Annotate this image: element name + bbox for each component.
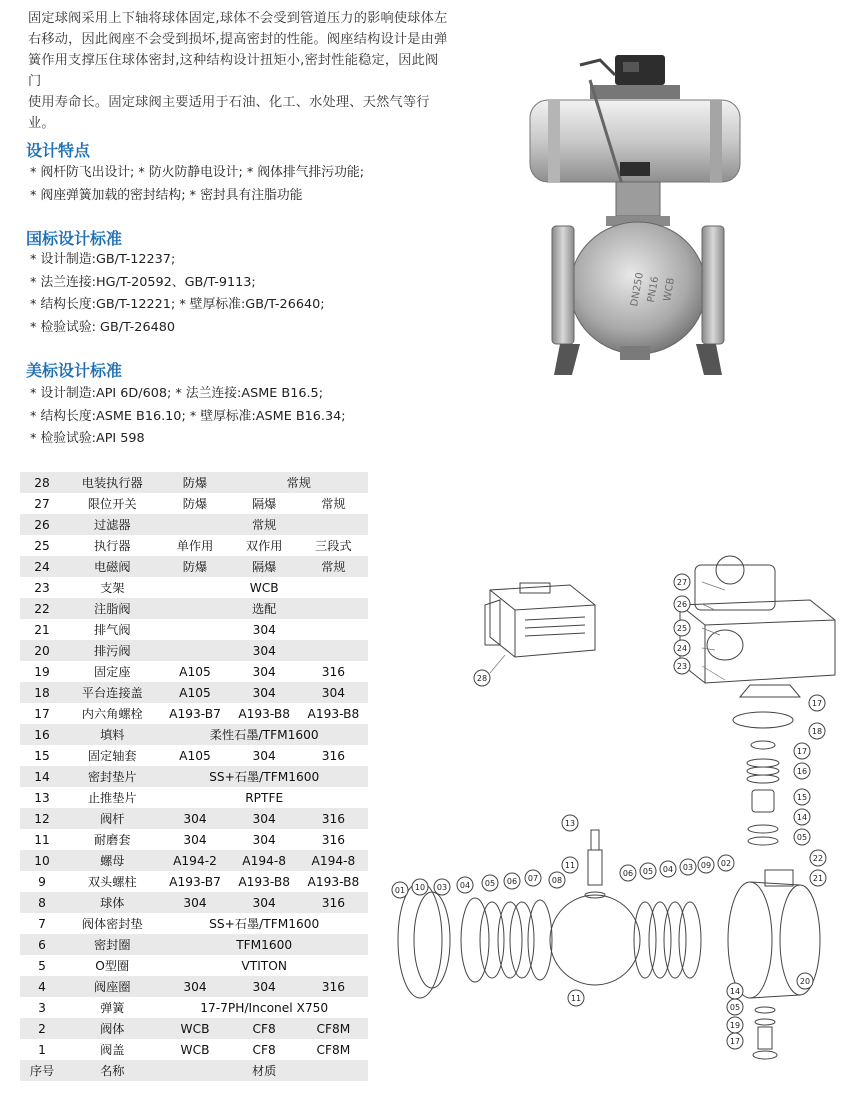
- material-cell: 304: [230, 661, 299, 682]
- parts-table-row: [20, 493, 368, 514]
- part-number-cell: 19: [20, 661, 64, 682]
- material-cell: CF8: [230, 1018, 299, 1039]
- material-cell: A194-2: [160, 850, 229, 871]
- callout-label: [562, 857, 578, 873]
- part-name-cell: 固定轴套: [64, 745, 160, 766]
- material-cell: 316: [299, 829, 368, 850]
- bracket: [616, 182, 660, 216]
- material-cell: A193-B8: [299, 871, 368, 892]
- material-cell: 304: [299, 682, 368, 703]
- svg-text:17: 17: [796, 747, 808, 756]
- material-cell: 304: [230, 892, 299, 913]
- material-cell: 316: [299, 745, 368, 766]
- parts-table-row: [20, 976, 368, 997]
- part-number-cell: 1: [20, 1039, 64, 1060]
- callout-label: [794, 829, 810, 845]
- part-number-cell: 20: [20, 640, 64, 661]
- part-number-cell: 15: [20, 745, 64, 766]
- gb-standard-item: * 检验试验: GB/T-26480: [30, 319, 176, 335]
- callout-label: [457, 877, 473, 893]
- part-name-cell: 阀座圈: [64, 976, 160, 997]
- material-cell: 选配: [160, 598, 368, 619]
- api-standard-list: [30, 383, 346, 451]
- material-cell: 防爆: [160, 493, 229, 514]
- material-cell: 304: [230, 976, 299, 997]
- svg-text:06: 06: [622, 869, 634, 878]
- parts-table-row: [20, 703, 368, 724]
- parts-table-row: [20, 640, 368, 661]
- svg-text:21: 21: [812, 874, 824, 883]
- material-cell: 304: [230, 682, 299, 703]
- part-name-cell: 限位开关: [64, 493, 160, 514]
- svg-text:01: 01: [394, 886, 406, 895]
- part-name-cell: 密封垫片: [64, 766, 160, 787]
- electric-actuator-sketch: [485, 583, 595, 657]
- support-leg: [696, 344, 722, 375]
- callout-label: [674, 640, 690, 656]
- material-cell: 17-7PH/Inconel X750: [160, 997, 368, 1018]
- material-cell: CF8M: [299, 1018, 368, 1039]
- features-item: * 阀杆防飞出设计; * 防火防静电设计; * 阀体排气排污功能;: [30, 165, 364, 180]
- svg-text:08: 08: [551, 876, 563, 885]
- callout-label: [794, 809, 810, 825]
- part-number-cell: 12: [20, 808, 64, 829]
- svg-text:20: 20: [799, 977, 811, 986]
- parts-table-row: [20, 766, 368, 787]
- callout-label: [809, 695, 825, 711]
- material-cell: A193-B8: [299, 703, 368, 724]
- intro-line: 使用寿命长。固定球阀主要适用于石油、化工、水处理、天然气等行业。: [28, 95, 430, 131]
- limit-switch-box: [615, 55, 665, 85]
- part-number-cell: 11: [20, 829, 64, 850]
- trunnion-parts-sketch: [753, 1007, 777, 1059]
- svg-text:17: 17: [729, 1037, 741, 1046]
- parts-table-row: [20, 682, 368, 703]
- material-cell: 316: [299, 808, 368, 829]
- part-number-cell: 26: [20, 514, 64, 535]
- part-name-cell: 阀盖: [64, 1039, 160, 1060]
- material-cell: 隔爆: [230, 556, 299, 577]
- callout-label: [482, 875, 498, 891]
- material-cell: SS+石墨/TFM1600: [160, 766, 368, 787]
- parts-table-row: [20, 913, 368, 934]
- part-name-cell: 排气阀: [64, 619, 160, 640]
- callout-label: [809, 723, 825, 739]
- gb-standard-item: * 结构长度:GB/T-12221; * 壁厚标准:GB/T-26640;: [30, 297, 325, 312]
- material-cell: 304: [230, 745, 299, 766]
- part-number-cell: 17: [20, 703, 64, 724]
- callout-label: [568, 990, 584, 1006]
- svg-text:17: 17: [811, 699, 823, 708]
- part-name-cell: 排污阀: [64, 640, 160, 661]
- body-casting-text: DN250: [629, 271, 646, 308]
- callout-label: [474, 670, 490, 686]
- callout-label: [674, 574, 690, 590]
- parts-table-row: [20, 724, 368, 745]
- material-cell: 304: [160, 976, 229, 997]
- callout-label: [434, 879, 450, 895]
- callout-label: [525, 870, 541, 886]
- material-cell: 防爆: [160, 472, 229, 493]
- parts-table-row: [20, 997, 368, 1018]
- material-cell: A105: [160, 661, 229, 682]
- material-cell: RPTFE: [160, 787, 368, 808]
- svg-text:22: 22: [812, 854, 824, 863]
- actuator-endcap: [710, 100, 722, 182]
- svg-text:25: 25: [676, 624, 688, 633]
- right-seat-parts-sketch: [634, 902, 701, 978]
- callout-label: [797, 973, 813, 989]
- valve-stem-sketch: [585, 830, 605, 898]
- drain-boss: [620, 346, 650, 360]
- svg-text:05: 05: [642, 867, 654, 876]
- svg-text:11: 11: [570, 994, 582, 1003]
- parts-table-row: [20, 661, 368, 682]
- svg-text:02: 02: [720, 859, 732, 868]
- parts-table-row: [20, 472, 368, 493]
- parts-table-row: [20, 871, 368, 892]
- material-cell: 材质: [160, 1060, 368, 1081]
- material-cell: 304: [230, 829, 299, 850]
- svg-text:28: 28: [476, 674, 488, 683]
- svg-text:16: 16: [796, 767, 808, 776]
- callout-label: [718, 855, 734, 871]
- api-standard-item: * 设计制造:API 6D/608; * 法兰连接:ASME B16.5;: [30, 386, 324, 401]
- features-list: [30, 162, 364, 207]
- parts-table-row: [20, 745, 368, 766]
- right-flange: [702, 226, 724, 344]
- parts-table-body: [20, 472, 368, 1081]
- material-cell: 316: [299, 892, 368, 913]
- svg-text:13: 13: [564, 819, 576, 828]
- parts-table-row: [20, 1060, 368, 1081]
- material-cell: A193-B7: [160, 871, 229, 892]
- gb-standard-list: [30, 249, 325, 339]
- material-cell: 304: [160, 808, 229, 829]
- callout-label: [810, 870, 826, 886]
- part-number-cell: 13: [20, 787, 64, 808]
- parts-table-row: [20, 514, 368, 535]
- material-cell: 316: [299, 661, 368, 682]
- svg-text:14: 14: [729, 987, 741, 996]
- mounting-plate: [590, 85, 680, 99]
- intro-line: 簧作用支撑压住球体密封,这种结构设计扭矩小,密封性能稳定，因此阀门: [28, 53, 439, 89]
- parts-table-row: [20, 850, 368, 871]
- part-number-cell: 23: [20, 577, 64, 598]
- parts-table-row: [20, 808, 368, 829]
- material-cell: 防爆: [160, 556, 229, 577]
- part-name-cell: 内六角螺栓: [64, 703, 160, 724]
- gb-standard-title: 国标设计标准: [26, 229, 123, 248]
- parts-table-row: [20, 892, 368, 913]
- solenoid-valve: [620, 162, 650, 176]
- callout-label: [674, 658, 690, 674]
- svg-text:05: 05: [484, 879, 496, 888]
- callout-label: [620, 865, 636, 881]
- svg-text:19: 19: [729, 1021, 741, 1030]
- gb-standard-item: * 法兰连接:HG/T-20592、GB/T-9113;: [30, 274, 256, 290]
- material-cell: 常规: [230, 472, 368, 493]
- material-cell: A105: [160, 682, 229, 703]
- material-cell: A105: [160, 745, 229, 766]
- part-number-cell: 4: [20, 976, 64, 997]
- part-name-cell: 球体: [64, 892, 160, 913]
- callout-label: [562, 815, 578, 831]
- parts-table-row: [20, 556, 368, 577]
- material-cell: 柔性石墨/TFM1600: [160, 724, 368, 745]
- callout-label: [794, 743, 810, 759]
- part-number-cell: 28: [20, 472, 64, 493]
- part-number-cell: 7: [20, 913, 64, 934]
- material-cell: WCB: [160, 1018, 229, 1039]
- material-cell: TFM1600: [160, 934, 368, 955]
- parts-material-table: [20, 472, 368, 1081]
- material-cell: A194-8: [299, 850, 368, 871]
- valve-photo: [520, 50, 750, 380]
- callout-label: [640, 863, 656, 879]
- svg-text:26: 26: [676, 600, 688, 609]
- callout-label: [727, 1017, 743, 1033]
- svg-text:24: 24: [676, 644, 688, 653]
- svg-text:14: 14: [796, 813, 808, 822]
- callout-label: [660, 861, 676, 877]
- material-cell: SS+石墨/TFM1600: [160, 913, 368, 934]
- parts-table-row: [20, 829, 368, 850]
- part-name-cell: 弹簧: [64, 997, 160, 1018]
- parts-table-row: [20, 787, 368, 808]
- part-number-cell: 16: [20, 724, 64, 745]
- intro-line: 右移动，因此阀座不会受到损坏,提高密封的性能。阀座结构设计是由弹: [28, 32, 448, 47]
- material-cell: 常规: [299, 493, 368, 514]
- svg-text:18: 18: [811, 727, 823, 736]
- body-casting-text: PN16: [645, 275, 662, 304]
- svg-text:05: 05: [796, 833, 808, 842]
- left-bonnet-sketch: [398, 882, 552, 998]
- part-number-cell: 9: [20, 871, 64, 892]
- part-number-cell: 18: [20, 682, 64, 703]
- svg-text:05: 05: [729, 1003, 741, 1012]
- part-number-cell: 24: [20, 556, 64, 577]
- part-name-cell: 平台连接盖: [64, 682, 160, 703]
- support-leg: [554, 344, 580, 375]
- material-cell: VTITON: [160, 955, 368, 976]
- part-number-cell: 8: [20, 892, 64, 913]
- svg-text:03: 03: [682, 863, 694, 872]
- material-cell: A193-B8: [230, 703, 299, 724]
- part-name-cell: 电装执行器: [64, 472, 160, 493]
- parts-table-row: [20, 619, 368, 640]
- features-item: * 阀座弹簧加载的密封结构; * 密封具有注脂功能: [30, 187, 303, 203]
- part-name-cell: 阀杆: [64, 808, 160, 829]
- callout-label: [392, 882, 408, 898]
- part-name-cell: 螺母: [64, 850, 160, 871]
- part-name-cell: 阀体密封垫: [64, 913, 160, 934]
- material-cell: 隔爆: [230, 493, 299, 514]
- callout-label: [674, 620, 690, 636]
- material-cell: A193-B7: [160, 703, 229, 724]
- material-cell: 双作用: [230, 535, 299, 556]
- svg-text:06: 06: [506, 877, 518, 886]
- material-cell: 304: [160, 892, 229, 913]
- material-cell: 304: [160, 829, 229, 850]
- part-number-cell: 序号: [20, 1060, 64, 1081]
- exploded-view-drawing: [380, 545, 850, 1065]
- part-number-cell: 6: [20, 934, 64, 955]
- callout-label: [698, 857, 714, 873]
- actuator-endcap: [548, 100, 560, 182]
- callout-label: [794, 763, 810, 779]
- part-number-cell: 2: [20, 1018, 64, 1039]
- svg-text:04: 04: [459, 881, 471, 890]
- material-cell: 三段式: [299, 535, 368, 556]
- parts-table-row: [20, 577, 368, 598]
- svg-text:03: 03: [436, 883, 448, 892]
- material-cell: 常规: [299, 556, 368, 577]
- part-number-cell: 3: [20, 997, 64, 1018]
- svg-text:07: 07: [527, 874, 539, 883]
- parts-table-row: [20, 1039, 368, 1060]
- callout-label: [412, 879, 428, 895]
- part-number-cell: 25: [20, 535, 64, 556]
- callout-label: [549, 872, 565, 888]
- material-cell: CF8: [230, 1039, 299, 1060]
- api-standard-item: * 结构长度:ASME B16.10; * 壁厚标准:ASME B16.34;: [30, 408, 346, 424]
- part-name-cell: 密封圈: [64, 934, 160, 955]
- parts-table-row: [20, 598, 368, 619]
- callout-label: [680, 859, 696, 875]
- part-number-cell: 21: [20, 619, 64, 640]
- part-name-cell: O型圈: [64, 955, 160, 976]
- svg-text:27: 27: [676, 578, 688, 587]
- svg-text:09: 09: [700, 861, 712, 870]
- part-number-cell: 10: [20, 850, 64, 871]
- svg-text:23: 23: [676, 662, 688, 671]
- part-name-cell: 固定座: [64, 661, 160, 682]
- svg-text:04: 04: [662, 865, 674, 874]
- part-name-cell: 止推垫片: [64, 787, 160, 808]
- part-name-cell: 阀体: [64, 1018, 160, 1039]
- callout-label: [674, 596, 690, 612]
- part-name-cell: 耐磨套: [64, 829, 160, 850]
- material-cell: A194-8: [230, 850, 299, 871]
- part-name-cell: 名称: [64, 1060, 160, 1081]
- material-cell: 304: [160, 619, 368, 640]
- material-cell: 单作用: [160, 535, 229, 556]
- material-cell: A193-B8: [230, 871, 299, 892]
- part-name-cell: 支架: [64, 577, 160, 598]
- callout-label: [504, 873, 520, 889]
- intro-paragraph: [28, 8, 448, 134]
- part-number-cell: 14: [20, 766, 64, 787]
- part-number-cell: 22: [20, 598, 64, 619]
- ball-sketch: [550, 895, 640, 985]
- left-flange: [552, 226, 574, 344]
- material-cell: WCB: [160, 1039, 229, 1060]
- svg-text:11: 11: [564, 861, 576, 870]
- pneumatic-actuator-sketch: [680, 556, 835, 697]
- material-cell: 304: [230, 808, 299, 829]
- part-name-cell: 双头螺柱: [64, 871, 160, 892]
- part-name-cell: 填料: [64, 724, 160, 745]
- parts-table-row: [20, 1018, 368, 1039]
- material-cell: 316: [299, 976, 368, 997]
- body-casting-text: WCB: [662, 276, 678, 303]
- material-cell: 常规: [160, 514, 368, 535]
- svg-text:10: 10: [414, 883, 426, 892]
- callout-label: [794, 789, 810, 805]
- svg-text:15: 15: [796, 793, 808, 802]
- limit-switch-window: [623, 62, 639, 72]
- callout-label: [727, 983, 743, 999]
- part-number-cell: 5: [20, 955, 64, 976]
- part-name-cell: 过滤器: [64, 514, 160, 535]
- material-cell: CF8M: [299, 1039, 368, 1060]
- material-cell: WCB: [160, 577, 368, 598]
- parts-table-row: [20, 955, 368, 976]
- gb-standard-item: * 设计制造:GB/T-12237;: [30, 252, 176, 267]
- part-name-cell: 电磁阀: [64, 556, 160, 577]
- part-name-cell: 注脂阀: [64, 598, 160, 619]
- material-cell: 304: [160, 640, 368, 661]
- parts-table-row: [20, 535, 368, 556]
- callout-label: [810, 850, 826, 866]
- part-number-cell: 27: [20, 493, 64, 514]
- callout-label: [727, 1033, 743, 1049]
- api-standard-title: 美标设计标准: [26, 361, 123, 380]
- parts-table-row: [20, 934, 368, 955]
- part-name-cell: 执行器: [64, 535, 160, 556]
- callout-label: [727, 999, 743, 1015]
- stem-parts-stack: [733, 712, 793, 845]
- intro-line: 固定球阀采用上下轴将球体固定,球体不会受到管道压力的影响使球体左: [28, 11, 448, 26]
- features-title: 设计特点: [26, 141, 91, 160]
- api-standard-item: * 检验试验:API 598: [30, 431, 145, 446]
- solenoid-bracket: [580, 60, 615, 75]
